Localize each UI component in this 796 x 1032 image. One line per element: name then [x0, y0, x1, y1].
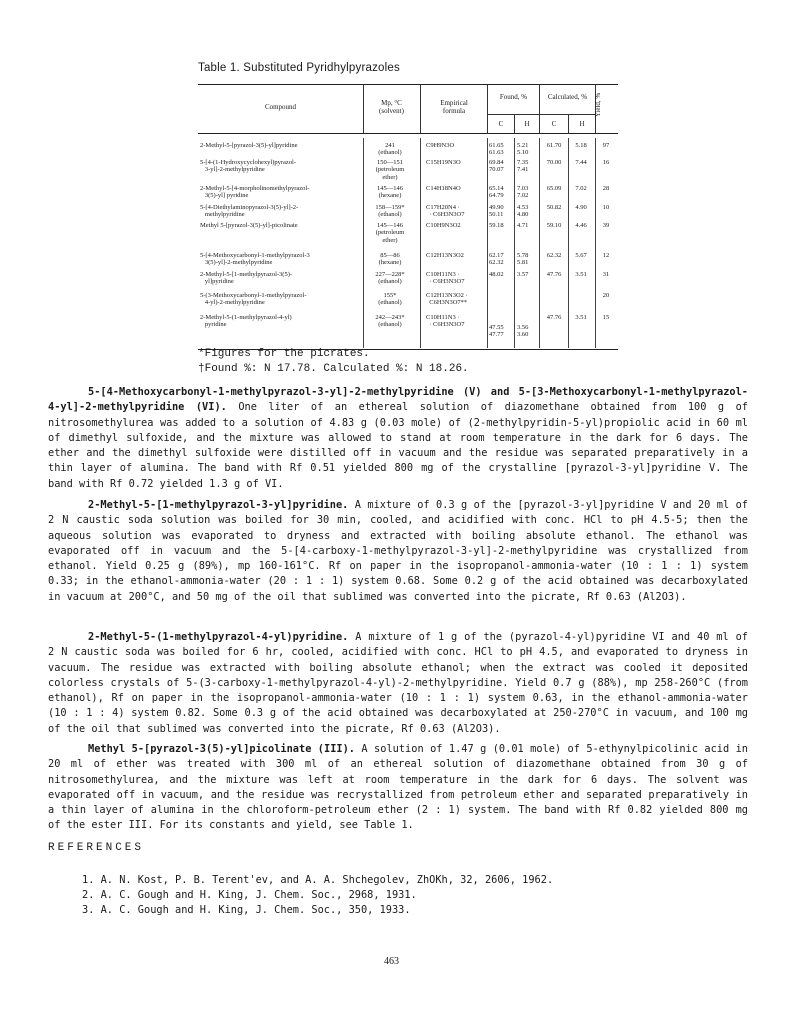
- cell-calc-c: 61.70: [546, 142, 562, 149]
- cell-calc-h: 3.51: [575, 314, 587, 321]
- cell-compound: 2-Methyl-5-(1-methylpyrazol-4-yl) pyridine: [200, 314, 292, 329]
- cell-found-c: 47.55 47.77: [489, 324, 504, 339]
- cell-compound: 2-Methyl-5-[4-morpholinomethylpyrazol- 3(5)-yl] pyridine: [200, 185, 310, 200]
- paragraph-body: A solution of 1.47 g (0.01 mole) of 5-ethynylpicolinic acid in 20 ml of ether was treated with 300 ml of an ethereal solution of diazomethane obtained from 30 g of nitrosomethylurea, and the mixture was left at room temperature in the dark for 6 days. The solvent was evaporated off in vacuum, and the residue was recrystallized from petroleum ether and separated preparatively in a thin layer of alumina in the chloroform-petroleum ether (2 : 1) system. The band with Rf 0.82 yielded 800 mg of the ester III. For its constants and yield, see Table 1.: [48, 743, 748, 832]
- cell-mp: 85—86 (hexane): [378, 252, 402, 267]
- cell-mp: 227—228* (ethanol): [375, 271, 405, 286]
- paragraph-body: One liter of an ethereal solution of diazomethane obtained from 100 g of nitrosomethylurea was added to a solution of 4.83 g (0.03 mole) of (2-methylpyridin-5-yl)propiolic acid in 60 ml of dimethyl sulfoxide, and the mixture was allowed to stand at room temperature in the dark for 6 days. The ether and the dimethyl sulfoxide were distilled off in vacuum and the residue was separated preparatively in a thin layer of alumina. The band with Rf 0.51 yielded 800 mg of the crystalline [pyrazol-3-yl]pyridine V. The band with Rf 0.72 yielded 1.3 g of VI.: [48, 401, 748, 490]
- cell-calc-h: 4.46: [575, 222, 587, 229]
- header-mp: Mp, °C (solvent): [379, 99, 404, 115]
- cell-calc-h: 5.18: [575, 142, 587, 149]
- cell-formula: C15H19N3O: [426, 159, 461, 166]
- cell-found-c: 69.84 70.07: [489, 159, 504, 174]
- cell-compound: 2-Methyl-5-[pyrazol-3(5)-yl]pyridine: [200, 142, 298, 149]
- cell-formula: C10H11N3 · · C6H3N3O7: [426, 314, 465, 329]
- paragraph: [48, 742, 748, 834]
- cell-compound: 5-[4-(1-Hydroxycyclohexyl)pyrazol- 3-yl]-2-methylpyridine: [200, 159, 297, 174]
- cell-calc-h: 4.90: [575, 204, 587, 211]
- cell-calc-c: 50.82: [546, 204, 562, 211]
- paragraph-title: 2-Methyl-5-[1-methylpyrazol-3-yl]pyridine.: [88, 499, 349, 511]
- cell-compound: 5-(3-Methoxycarbonyl-1-methylpyrazol- 4-yl)-2-methylpyridine: [200, 292, 307, 307]
- paragraph-title: Methyl 5-[pyrazol-3(5)-yl]picolinate (III).: [88, 743, 356, 755]
- cell-yield: 15: [602, 314, 610, 321]
- table-footnote: *Figures for the picrates.: [198, 348, 370, 360]
- cell-calc-h: 5.67: [575, 252, 587, 259]
- paragraph: [48, 385, 748, 492]
- header-calc-c: C: [551, 120, 557, 128]
- cell-found-h: 3.56 3.60: [517, 324, 529, 339]
- cell-found-h: 7.03 7.02: [517, 185, 529, 200]
- cell-found-h: 5.21 5.10: [517, 142, 529, 157]
- cell-calc-h: 3.51: [575, 271, 587, 278]
- paragraph-body: A mixture of 0.3 g of the [pyrazol-3-yl]pyridine V and 20 ml of 2 N caustic soda solution was boiled for 30 min, cooled, and acidified with conc. HCl to pH 4.5-5; then the aqueous solution was evaporated to dryness and extracted with boiling absolute ethanol. The ethanol was evaporated off in vacuum and the 5-[4-carboxy-1-methylpyrazol-3-yl]-2-methylpyridine was crystallized from ethanol. Yield 0.25 g (89%), mp 160-161°C. Rf on paper in the isopropanol-ammonia-water (10 : 1 : 1) system 0.33; in the ethanol-ammonia-water (20 : 1 : 1) system 0.68. Some 0.2 g of the acid obtained was decarboxylated in vacuum at 200°C, and 50 mg of the oil that sublimed was converted into the picrate, Rf 0.63 (Al2O3).: [48, 499, 748, 603]
- header-subrule: [488, 114, 595, 115]
- cell-found-h: 5.78 5.81: [517, 252, 529, 267]
- paragraph: [48, 498, 748, 605]
- cell-formula: C12H13N3O2 · C6H3N3O7**: [426, 292, 468, 307]
- cell-found-c: 62.17 62.32: [489, 252, 504, 267]
- cell-formula: C9H9N3O: [426, 142, 455, 149]
- cell-compound: 5-[4-Methoxycarbonyl-1-methylpyrazol-3 3(5)-yl]-2-methylpyridine: [200, 252, 310, 267]
- cell-mp: 150—151 (petroleum ether): [375, 159, 405, 181]
- column-line: [420, 138, 421, 348]
- cell-calc-c: 70.00: [546, 159, 562, 166]
- cell-mp: 145—146 (petroleum ether): [375, 222, 405, 244]
- table-footnote: †Found %: N 17.78. Calculated %: N 18.26.: [198, 363, 469, 375]
- table-top-rule: [198, 84, 618, 85]
- cell-mp: 158—159* (ethanol): [375, 204, 405, 219]
- cell-yield: 31: [602, 271, 610, 278]
- header-formula: Empirical formula: [440, 99, 468, 115]
- cell-yield: 97: [602, 142, 610, 149]
- cell-calc-c: 65.09: [546, 185, 562, 192]
- cell-found-c: 59.18: [489, 222, 504, 229]
- cell-formula: C17H20N4 · · C6H3N3O7: [426, 204, 465, 219]
- header-calculated: Calculated, %: [547, 93, 588, 101]
- header-found-h: H: [524, 120, 530, 128]
- reference-item: 2. A. C. Gough and H. King, J. Chem. Soc., 2968, 1931.: [82, 889, 417, 901]
- header-calc-h: H: [579, 120, 585, 128]
- column-line: [487, 138, 488, 348]
- cell-calc-h: 7.44: [575, 159, 587, 166]
- cell-mp: 155* (ethanol): [378, 292, 402, 307]
- page-number: 463: [384, 956, 399, 967]
- table-header-rule: [198, 133, 618, 134]
- paragraph-title: 2-Methyl-5-(1-methylpyrazol-4-yl)pyridine.: [88, 631, 349, 643]
- header-found-c: C: [498, 120, 504, 128]
- cell-compound: 2-Methyl-5-[1-methylpyrazol-3(5)- yl]pyridine: [200, 271, 293, 286]
- references-heading: REFERENCES: [48, 842, 145, 854]
- cell-formula: C12H13N3O2: [426, 252, 464, 259]
- cell-mp: 242—243* (ethanol): [375, 314, 405, 329]
- cell-yield: 20: [602, 292, 610, 299]
- cell-calc-c: 62.32: [546, 252, 562, 259]
- cell-formula: C10H9N3O2: [426, 222, 461, 229]
- header-found: Found, %: [499, 93, 528, 101]
- cell-found-c: 61.65 61.63: [489, 142, 504, 157]
- cell-compound: Methyl 5-[pyrazol-3(5)-yl]-picolinate: [200, 222, 298, 229]
- header-yield: Yield, %: [594, 92, 602, 118]
- paragraph-body: A mixture of 1 g of the (pyrazol-4-yl)pyridine VI and 40 ml of 2 N caustic soda was boiled for 6 hr, cooled, acidified with conc. HCl to pH 4.5, and evaporated to dryness in vacuum. The residue was extracted with boiling absolute ethanol; when the extract was cooled it deposited colorless crystals of 5-(3-carboxy-1-methylpyrazol-4-yl)-2-methylpyridine. Yield 0.7 g (88%), mp 258-260°C (from ethanol), Rf on paper in the isopropanol-ammonia-water (10 : 1 : 1) system 0.63, in the ethanol-ammonia-water (10 : 1 : 4) system 0.82. Some 0.3 g of the acid obtained was decarboxylated at 250-270°C in vacuum, and 100 mg of the oil that sublimed was converted into the picrate, Rf 0.63 (Al2O3).: [48, 631, 748, 735]
- cell-mp: 241 (ethanol): [378, 142, 402, 157]
- paragraph-title: 5-[4-Methoxycarbonyl-1-methylpyrazol-3-yl]-2-methylpyridine (V) and 5-[3-Methoxycarbonyl-1-methylpyrazol-4-yl]-2-methylpyridine (VI).: [48, 386, 748, 414]
- column-line: [595, 138, 596, 348]
- cell-calc-h: 7.02: [575, 185, 587, 192]
- cell-yield: 16: [602, 159, 610, 166]
- table-body: [198, 138, 618, 348]
- reference-item: 3. A. C. Gough and H. King, J. Chem. Soc., 350, 1933.: [82, 904, 411, 916]
- cell-found-h: 3.57: [517, 271, 529, 278]
- cell-yield: 28: [602, 185, 610, 192]
- paragraph: [48, 630, 748, 737]
- cell-found-c: 49.90 50.11: [489, 204, 504, 219]
- cell-yield: 12: [602, 252, 610, 259]
- cell-calc-c: 59.10: [546, 222, 562, 229]
- cell-formula: C14H18N4O: [426, 185, 461, 192]
- cell-mp: 145—146 (hexane): [377, 185, 403, 200]
- cell-compound: 5-[4-Diethylaminopyrazol-3(5)-yl]-2- methylpyridine: [200, 204, 299, 219]
- cell-formula: C10H11N3 · · C6H3N3O7: [426, 271, 465, 286]
- cell-found-c: 65.14 64.79: [489, 185, 504, 200]
- cell-found-h: 4.71: [517, 222, 529, 229]
- cell-found-h: 7.35 7.41: [517, 159, 529, 174]
- cell-found-c: 48.02: [489, 271, 504, 278]
- header-compound: Compound: [264, 103, 297, 111]
- cell-yield: 39: [602, 222, 610, 229]
- table-title: Table 1. Substituted Pyridhylpyrazoles: [198, 62, 400, 74]
- cell-yield: 10: [602, 204, 610, 211]
- cell-calc-c: 47.76: [546, 314, 562, 321]
- cell-calc-c: 47.76: [546, 271, 562, 278]
- cell-found-h: 4.53 4.80: [517, 204, 529, 219]
- reference-item: 1. A. N. Kost, P. B. Terent'ev, and A. A. Shchegolev, ZhOKh, 32, 2606, 1962.: [82, 874, 554, 886]
- column-line: [539, 138, 540, 348]
